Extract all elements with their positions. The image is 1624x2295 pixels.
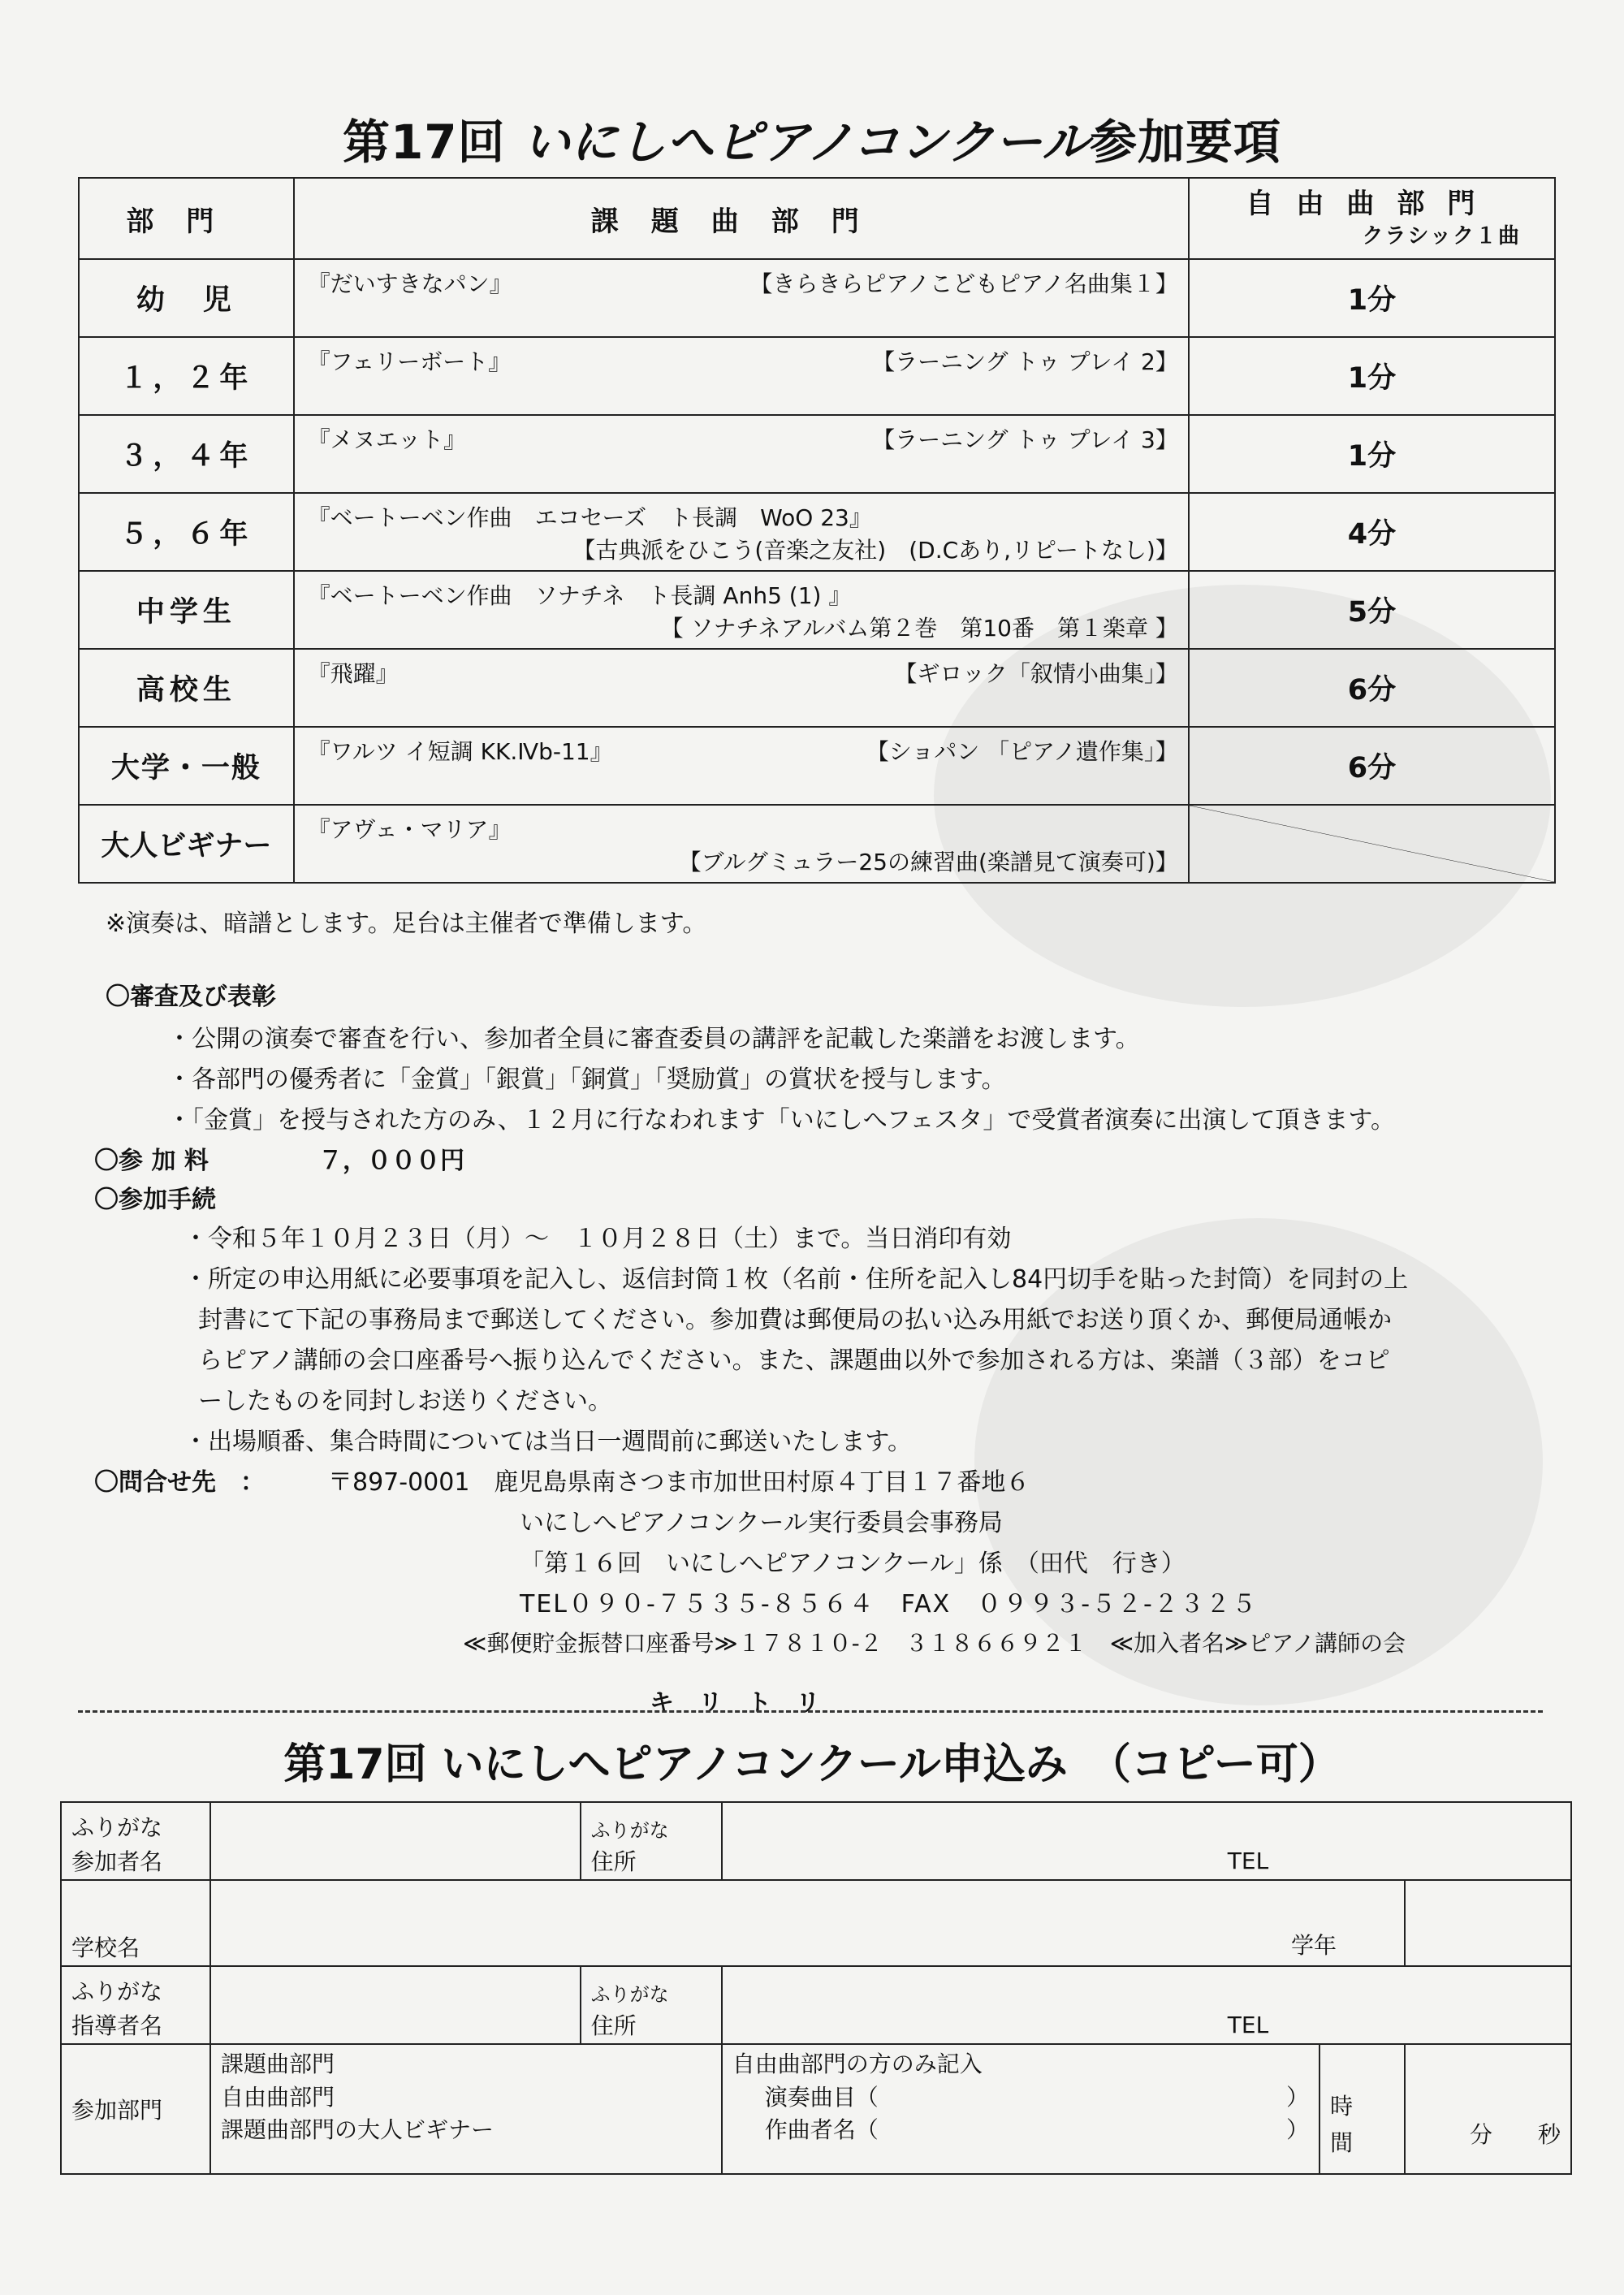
procedure-item-2: ・所定の申込用紙に必要事項を記入し、返信封筒１枚（名前・住所を記入し84円切手を貼った封筒）を同封の上 (184, 1265, 1409, 1294)
free-only-note: 自由曲部門の方のみ記入 (732, 2051, 983, 2077)
form-row-division (61, 2044, 1571, 2174)
judging-item-2: ・各部門の優秀者に「金賞」「銀賞」「銅賞」「奨励賞」の賞状を授与します。 (167, 1065, 1006, 1094)
row-division: 高校生 (79, 649, 294, 727)
fee-value: ７，０００円 (318, 1147, 464, 1175)
composer-field[interactable] (732, 2114, 1309, 2147)
row-piece: 『だいすきなパン』 (307, 270, 512, 297)
close-paren: ） (1286, 2116, 1310, 2144)
address-label: 住所 (590, 1848, 637, 1875)
teacher-label-cell (61, 1966, 210, 2044)
row-piece: 『飛躍』 (307, 660, 399, 687)
division-option-assigned[interactable]: 課題曲部門 (221, 2051, 335, 2077)
row-piece-cell (294, 571, 1189, 649)
row-piece: 『ベートーベン作曲 エコセーズ ト長調 WoO 23』 (307, 504, 872, 531)
header-free-label: 自由曲部門 (1246, 187, 1498, 220)
row-time: 6分 (1189, 649, 1555, 727)
row-time-empty (1189, 805, 1555, 883)
table-row (79, 649, 1555, 727)
row-division: １，２年 (79, 337, 294, 415)
procedure-item-2-line-3: らピアノ講師の会口座番号へ振り込んでください。また、課題曲以外で参加される方は、楽譜（３部）をコピ (198, 1346, 1390, 1375)
row-time: 1分 (1189, 337, 1555, 415)
row-division: 大人ビギナー (79, 805, 294, 883)
row-piece: 『アヴェ・マリア』 (307, 816, 512, 843)
table-row (79, 727, 1555, 805)
row-piece: 『ベートーベン作曲 ソナチネ ト長調 Anh5 (1) 』 (307, 582, 852, 609)
time-label-1: 時 (1330, 2093, 1354, 2120)
teacher-address-field[interactable] (722, 1966, 1571, 2044)
furigana-label: ふりがな (590, 1819, 669, 1842)
row-division: 大学・一般 (79, 727, 294, 805)
row-division: 中学生 (79, 571, 294, 649)
participant-name-field[interactable] (210, 1802, 581, 1880)
row-source: 【きらきらピアノこどもピアノ名曲集１】 (749, 270, 1178, 297)
table-row (79, 415, 1555, 493)
piece-title-label: 演奏曲目（ (764, 2083, 879, 2111)
contact-address: 〒897-0001 鹿児島県南さつま市加世田村原４丁目１７番地６ (328, 1468, 1030, 1497)
row-piece-cell (294, 259, 1189, 337)
title-suffix: 参加要項 (1090, 115, 1282, 170)
furigana-label: ふりがな (71, 1814, 163, 1841)
table-row (79, 259, 1555, 337)
row-time: 6分 (1189, 727, 1555, 805)
table-header-row (79, 178, 1555, 259)
contact-person: 「第１６回 いにしへピアノコンクール」係 （田代 行き） (520, 1549, 1186, 1578)
teacher-address-label-cell (581, 1966, 722, 2044)
procedure-item-2-line-4: ーしたものを同封しお送りください。 (198, 1387, 612, 1415)
diagonal-slash (1190, 806, 1554, 882)
grade-field[interactable] (1405, 1880, 1571, 1966)
procedure-item-1: ・令和５年１０月２３日（月）～ １０月２８日（土）まで。当日消印有効 (184, 1225, 1012, 1253)
row-time: 5分 (1189, 571, 1555, 649)
division-option-adult-beginner[interactable]: 課題曲部門の大人ビギナー (221, 2116, 495, 2144)
free-piece-entry (722, 2044, 1320, 2174)
duration-field[interactable] (1405, 2044, 1571, 2174)
row-note: 【古典派をひこう(音楽之友社) (D.Cあり,リピートなし)】 (572, 537, 1178, 564)
table-row (79, 571, 1555, 649)
page-title (0, 104, 1624, 172)
row-time: 4分 (1189, 493, 1555, 571)
school-label: 学校名 (61, 1880, 210, 1966)
cut-line (78, 1710, 1543, 1713)
grade-label: 学年 (1291, 1932, 1337, 1959)
row-note: 【ブルグミュラー25の練習曲(楽譜見て演奏可)】 (678, 849, 1178, 875)
contact-phone-fax: TEL０９０-７５３５-８５６４ FAX ０９９３-５２-２３２５ (520, 1590, 1258, 1619)
composer-label: 作曲者名（ (764, 2116, 879, 2144)
school-field[interactable] (210, 1880, 1405, 1966)
row-piece: 『フェリーボート』 (307, 348, 512, 375)
row-piece: 『ワルツ イ短調 KK.Ⅳb-11』 (307, 738, 613, 765)
row-source: 【ラーニング トゥ プレイ 2】 (872, 348, 1178, 375)
judging-heading: 〇審査及び表彰 (106, 983, 276, 1011)
address-label-cell (581, 1802, 722, 1880)
min-sec-label: 分 秒 (1469, 2121, 1561, 2148)
header-free (1189, 178, 1555, 259)
application-form (60, 1801, 1572, 2175)
address-field[interactable] (722, 1802, 1571, 1880)
row-piece-cell (294, 337, 1189, 415)
time-label-2: 間 (1330, 2129, 1354, 2156)
form-row-participant (61, 1802, 1571, 1880)
memorize-note: ※演奏は、暗譜とします。足台は主催者で準備します。 (106, 910, 707, 938)
judging-item-3: ・「金賞」を授与された方のみ、１２月に行なわれます「いにしへフェスタ」で受賞者演奏に出演して頂きます。 (167, 1106, 1395, 1135)
piece-title-field[interactable] (732, 2081, 1309, 2115)
application-title: 第17回 いにしへピアノコンクール申込み （コピー可） (283, 1740, 1341, 1789)
procedure-heading: 〇参加手続 (94, 1186, 216, 1214)
contact-label: 〇問合せ先 ： (94, 1468, 265, 1497)
row-piece-cell (294, 805, 1189, 883)
header-division: 部門 (79, 178, 294, 259)
teacher-label: 指導者名 (71, 2012, 163, 2039)
participant-label: 参加者名 (71, 1848, 163, 1875)
row-piece: 『メヌエット』 (307, 426, 467, 453)
table-row (79, 337, 1555, 415)
division-label: 参加部門 (61, 2044, 210, 2174)
participant-label-cell (61, 1802, 210, 1880)
division-options[interactable] (210, 2044, 722, 2174)
row-division: 幼 児 (79, 259, 294, 337)
row-division: ５，６年 (79, 493, 294, 571)
procedure-item-3: ・出場順番、集合時間については当日一週間前に郵送いたします。 (184, 1428, 912, 1456)
tel-label: TEL (1227, 2012, 1269, 2038)
cut-label: キ リ ト リ (650, 1689, 820, 1718)
row-piece-cell (294, 415, 1189, 493)
row-source: 【ラーニング トゥ プレイ 3】 (872, 426, 1178, 453)
table-row (79, 493, 1555, 571)
procedure-item-2-line-2: 封書にて下記の事務局まで郵送してください。参加費は郵便局の払い込み用紙でお送り頂くか、郵便局通帳か (198, 1306, 1392, 1334)
header-assigned: 課題曲部門 (294, 178, 1189, 259)
row-source: 【ギロック「叙情小曲集」】 (894, 660, 1178, 687)
row-time: 1分 (1189, 259, 1555, 337)
judging-item-1: ・公開の演奏で審査を行い、参加者全員に審査委員の講評を記載した楽譜をお渡します。 (167, 1025, 1140, 1053)
table-row (79, 805, 1555, 883)
address-label: 住所 (590, 2012, 637, 2039)
row-time: 1分 (1189, 415, 1555, 493)
contact-organization: いにしへピアノコンクール実行委員会事務局 (520, 1509, 1003, 1537)
row-note: 【 ソナチネアルバム第２巻 第10番 第１楽章 】 (660, 615, 1178, 642)
furigana-label: ふりがな (71, 1978, 163, 2005)
tel-label: TEL (1227, 1848, 1269, 1874)
header-free-sub: クラシック１曲 (1362, 224, 1521, 249)
row-piece-cell (294, 493, 1189, 571)
form-row-teacher (61, 1966, 1571, 2044)
close-paren: ） (1286, 2083, 1310, 2111)
row-source: 【ショパン 「ピアノ遺作集」】 (866, 738, 1178, 765)
time-label (1320, 2044, 1405, 2174)
contact-bank-account: ≪郵便貯金振替口座番号≫１７８１０-２ ３１８６６９２１ ≪加入者名≫ピアノ講師の会 (463, 1630, 1406, 1657)
division-option-free[interactable]: 自由曲部門 (221, 2083, 335, 2111)
requirements-table (78, 177, 1556, 884)
teacher-name-field[interactable] (210, 1966, 581, 2044)
row-division: ３，４年 (79, 415, 294, 493)
form-row-school (61, 1880, 1571, 1966)
title-prefix: 第17回 (342, 115, 523, 170)
title-contest-name: いにしへピアノコンクール (522, 115, 1091, 170)
furigana-label: ふりがな (590, 1983, 669, 2006)
fee-label: 〇参 加 料 (94, 1147, 209, 1175)
row-piece-cell (294, 649, 1189, 727)
row-piece-cell (294, 727, 1189, 805)
